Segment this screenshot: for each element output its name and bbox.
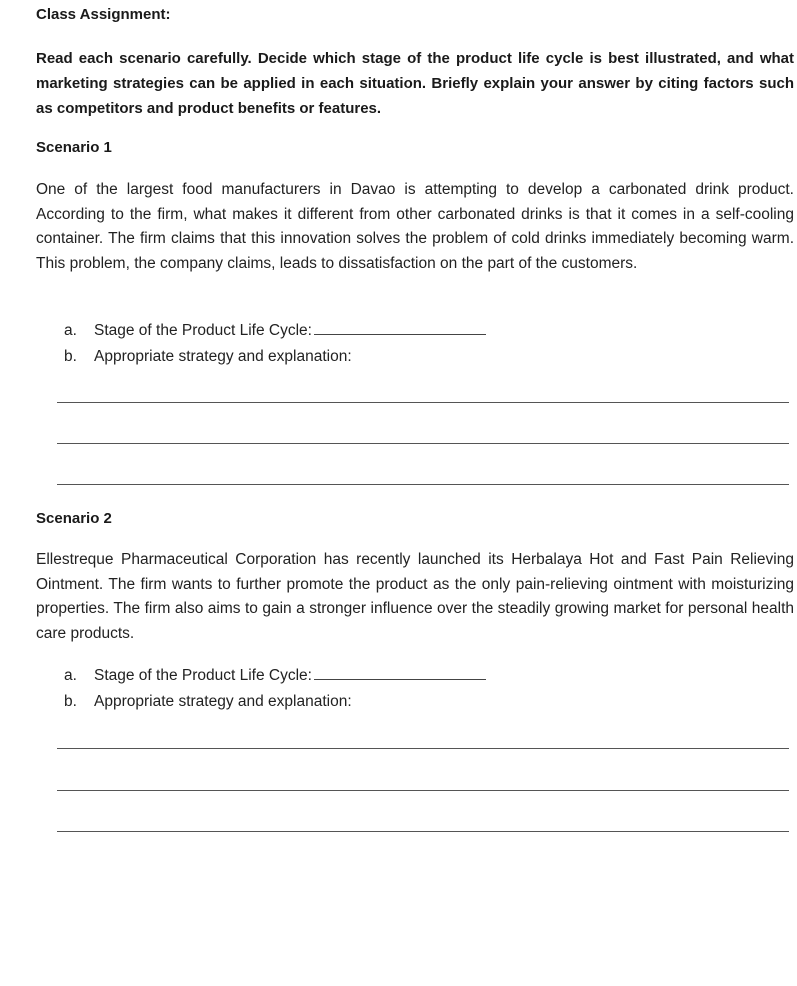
- stage-answer-blank[interactable]: [314, 320, 486, 335]
- scenario-2-text: Ellestreque Pharmaceutical Corporation has recently launched its Herbalaya Hot and Fast Pain Relieving Ointment. The firm wants to further promote the product as the only pain-relieving ointment with moisturizing properties. The firm also aims to gain a stronger influence over the steadily growing market for personal health care products.: [36, 551, 794, 642]
- question-label: Stage of the Product Life Cycle:: [94, 322, 312, 339]
- scenario-1-heading: Scenario 1: [36, 139, 112, 156]
- question-letter: b.: [64, 348, 77, 365]
- question-letter: a.: [64, 667, 77, 684]
- instructions: Read each scenario carefully. Decide which stage of the product life cycle is best illustrated, and what marketing strategies can be applied in each situation. Briefly explain your answer by citing factors such as competitors and product benefits or features.: [36, 50, 794, 117]
- scenario-2-answer-line-1[interactable]: [57, 748, 789, 749]
- question-label: Stage of the Product Life Cycle:: [94, 667, 312, 684]
- question-label: Appropriate strategy and explanation:: [94, 693, 352, 710]
- scenario-1-answer-line-2[interactable]: [57, 443, 789, 444]
- scenario-2-answer-line-3[interactable]: [57, 831, 789, 832]
- scenario-1-question-a: [64, 318, 764, 344]
- stage-answer-blank[interactable]: [314, 665, 486, 680]
- question-letter: a.: [64, 322, 77, 339]
- scenario-2-answer-line-2[interactable]: [57, 790, 789, 791]
- question-letter: b.: [64, 693, 77, 710]
- scenario-2-heading: Scenario 2: [36, 510, 112, 527]
- scenario-1-text: One of the largest food manufacturers in Davao is attempting to develop a carbonated drink product. According to the firm, what makes it different from other carbonated drinks is that it comes in a self-cooling container. The firm claims that this innovation solves the problem of cold drinks immediately becoming warm. This problem, the company claims, leads to dissatisfaction on the part of the customers.: [36, 181, 794, 272]
- scenario-1-answer-line-1[interactable]: [57, 402, 789, 403]
- scenario-2-question-a: [64, 663, 764, 689]
- scenario-1-answer-line-3[interactable]: [57, 484, 789, 485]
- scenario-1-questions: [64, 318, 764, 370]
- scenario-2-questions: [64, 663, 764, 715]
- scenario-1-question-b: [64, 344, 764, 370]
- scenario-2-question-b: [64, 689, 764, 715]
- question-label: Appropriate strategy and explanation:: [94, 348, 352, 365]
- page-title: Class Assignment:: [36, 6, 171, 23]
